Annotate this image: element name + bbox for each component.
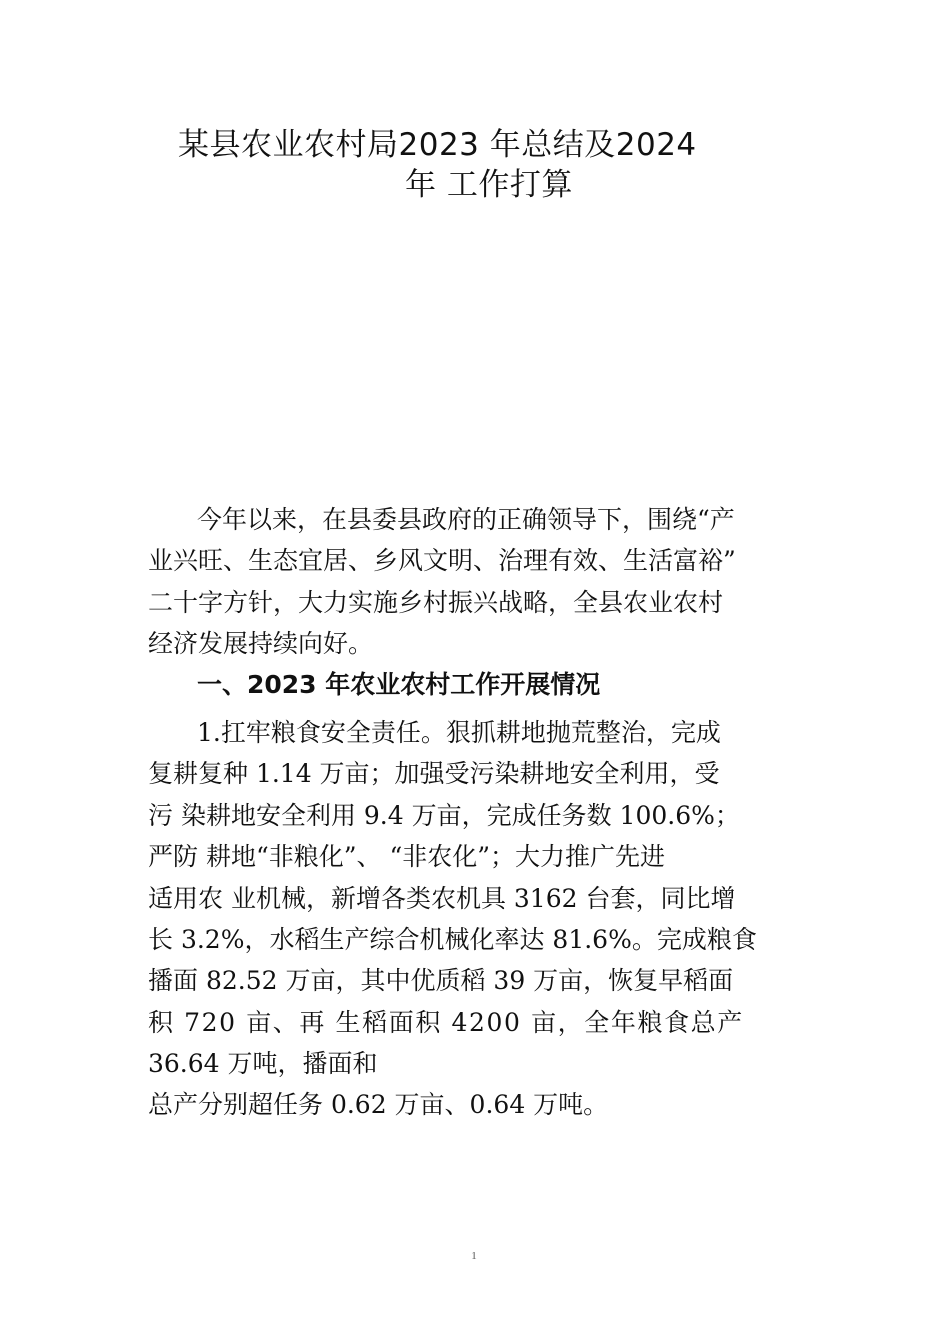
- intro-line: 今年以来，在县委县政府的正确领导下，围绕“产: [197, 505, 735, 534]
- paragraph-line: 污 染耕地安全利用 9.4 万亩，完成任务数 100.6%；: [148, 801, 740, 830]
- paragraph-line: 长 3.2%，水稻生产综合机械化率达 81.6%。完成粮食: [148, 925, 757, 954]
- section-heading: 一、2023 年农业农村工作开展情况: [197, 670, 601, 699]
- paragraph-line: 适用农 业机械，新增各类农机具 3162 台套，同比增: [148, 884, 736, 913]
- paragraph-line: 36.64 万吨，播面和: [148, 1049, 378, 1078]
- page-number: 1: [471, 1250, 477, 1262]
- paragraph-line: 复耕复种 1.14 万亩；加强受污染耕地安全利用，受: [148, 759, 720, 788]
- intro-line: 业兴旺、生态宜居、乡风文明、治理有效、生活富裕”: [148, 546, 736, 575]
- paragraph-line: 播面 82.52 万亩，其中优质稻 39 万亩，恢复早稻面: [148, 966, 734, 995]
- paragraph-line: 总产分别超任务 0.62 万亩、0.64 万吨。: [148, 1090, 609, 1119]
- paragraph-line: 积 720 亩、再 生稻面积 4200 亩，全年粮食总产: [148, 1008, 744, 1037]
- paragraph-line: 1.扛牢粮食安全责任。狠抓耕地抛荒整治，完成: [197, 718, 721, 747]
- paragraph-line: 严防 耕地“非粮化”、 “非农化”；大力推广先进: [148, 842, 666, 871]
- document-title-line-2: 年 工作打算: [405, 167, 573, 203]
- intro-line: 经济发展持续向好。: [148, 629, 374, 658]
- document-title-line-1: 某县农业农村局2023 年总结及2024: [178, 127, 697, 163]
- intro-line: 二十字方针，大力实施乡村振兴战略，全县农业农村: [148, 588, 724, 617]
